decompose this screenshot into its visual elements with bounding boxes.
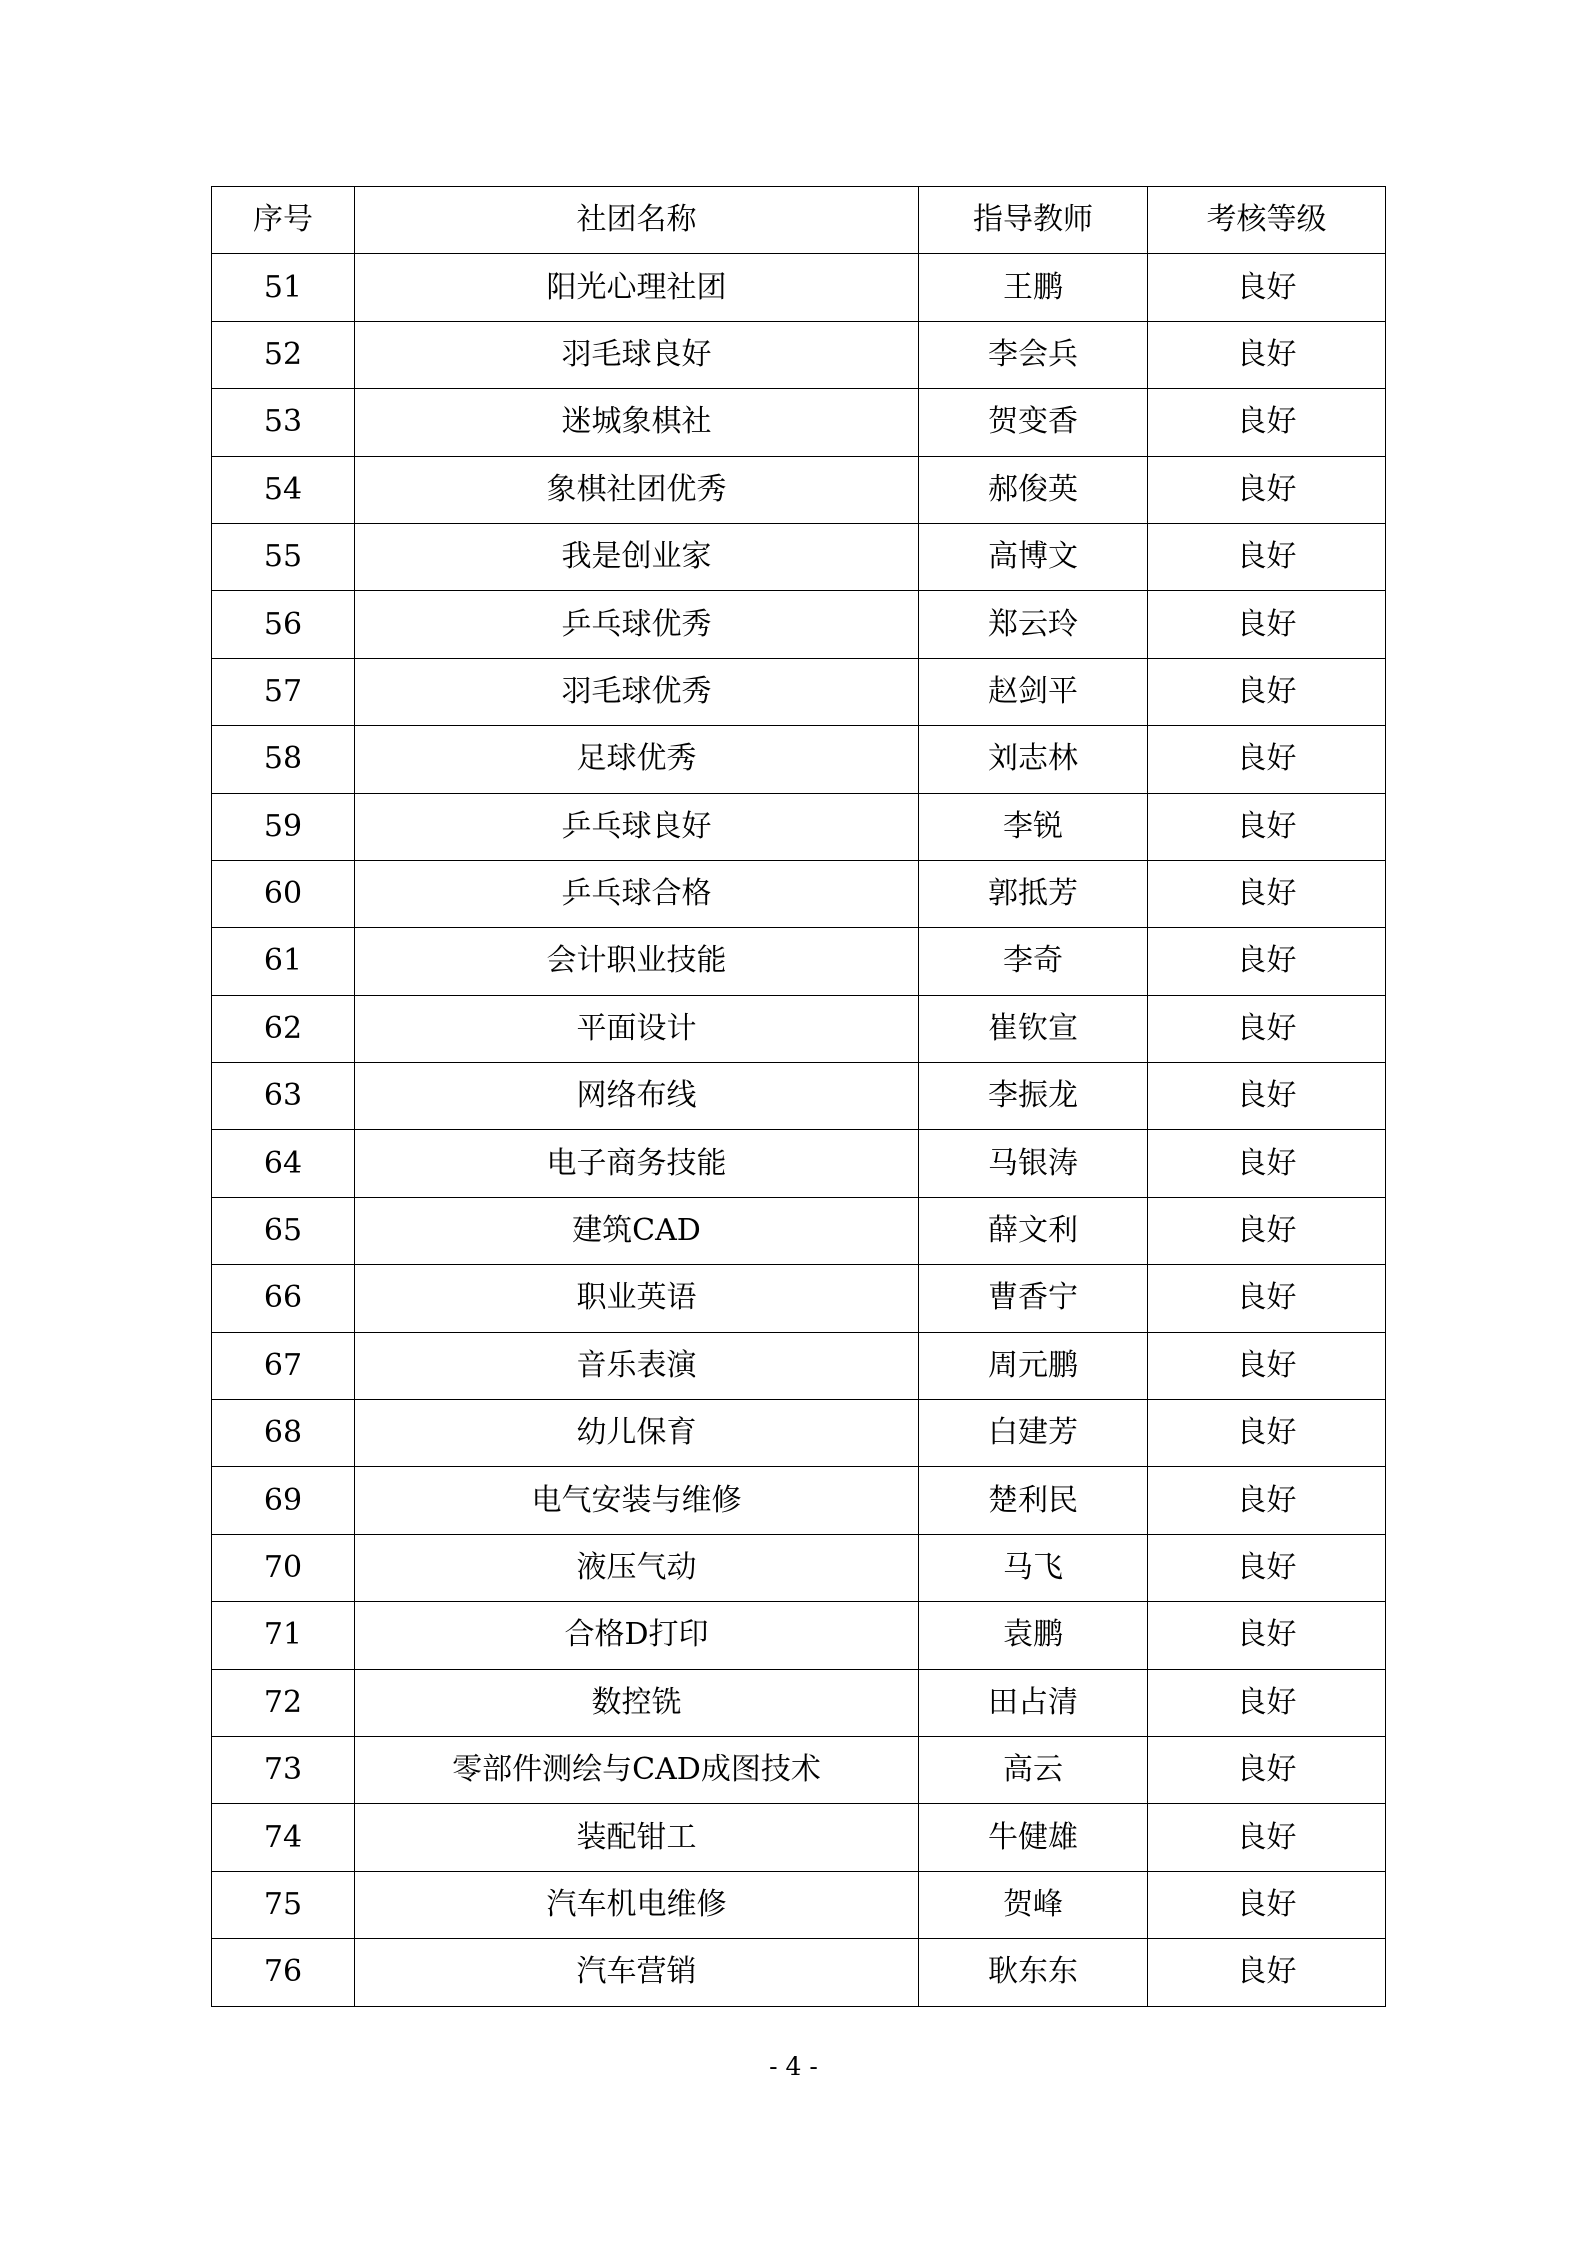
- cell-assessment-grade: 良好: [1148, 860, 1386, 927]
- cell-advisor: 薛文利: [919, 1197, 1148, 1264]
- cell-serial-number: 63: [212, 1063, 355, 1130]
- table-row: [212, 1804, 1386, 1871]
- cell-club-name: 职业英语: [355, 1265, 919, 1332]
- cell-serial-number: 72: [212, 1669, 355, 1736]
- club-assessment-table: [211, 186, 1386, 2007]
- cell-advisor: 贺峰: [919, 1871, 1148, 1938]
- table-row: [212, 1669, 1386, 1736]
- cell-club-name: 我是创业家: [355, 523, 919, 590]
- cell-assessment-grade: 良好: [1148, 1939, 1386, 2006]
- cell-assessment-grade: 良好: [1148, 726, 1386, 793]
- cell-advisor: 白建芳: [919, 1400, 1148, 1467]
- table-row: [212, 995, 1386, 1062]
- table-body: [212, 254, 1386, 2006]
- cell-club-name: 象棋社团优秀: [355, 456, 919, 523]
- cell-assessment-grade: 良好: [1148, 658, 1386, 725]
- cell-serial-number: 51: [212, 254, 355, 321]
- cell-assessment-grade: 良好: [1148, 1063, 1386, 1130]
- cell-advisor: 郭抵芳: [919, 860, 1148, 927]
- cell-club-name: 电气安装与维修: [355, 1467, 919, 1534]
- table-row: [212, 1130, 1386, 1197]
- table-row: [212, 1736, 1386, 1803]
- cell-club-name: 网络布线: [355, 1063, 919, 1130]
- cell-assessment-grade: 良好: [1148, 1332, 1386, 1399]
- cell-serial-number: 59: [212, 793, 355, 860]
- table-row: [212, 1871, 1386, 1938]
- cell-serial-number: 56: [212, 591, 355, 658]
- cell-assessment-grade: 良好: [1148, 1602, 1386, 1669]
- cell-assessment-grade: 良好: [1148, 1804, 1386, 1871]
- cell-serial-number: 76: [212, 1939, 355, 2006]
- cell-assessment-grade: 良好: [1148, 389, 1386, 456]
- cell-club-name: 数控铣: [355, 1669, 919, 1736]
- cell-advisor: 马飞: [919, 1534, 1148, 1601]
- cell-advisor: 郑云玲: [919, 591, 1148, 658]
- cell-serial-number: 75: [212, 1871, 355, 1938]
- table-row: [212, 591, 1386, 658]
- cell-serial-number: 52: [212, 321, 355, 388]
- cell-advisor: 贺变香: [919, 389, 1148, 456]
- cell-club-name: 合格D打印: [355, 1602, 919, 1669]
- cell-serial-number: 64: [212, 1130, 355, 1197]
- table-row: [212, 860, 1386, 927]
- cell-advisor: 周元鹏: [919, 1332, 1148, 1399]
- cell-club-name: 会计职业技能: [355, 928, 919, 995]
- table-row: [212, 389, 1386, 456]
- cell-assessment-grade: 良好: [1148, 321, 1386, 388]
- cell-advisor: 郝俊英: [919, 456, 1148, 523]
- table-row: [212, 1197, 1386, 1264]
- header-club-name: 社团名称: [355, 187, 919, 254]
- cell-club-name: 羽毛球优秀: [355, 658, 919, 725]
- cell-advisor: 袁鹏: [919, 1602, 1148, 1669]
- table-row: [212, 1467, 1386, 1534]
- cell-assessment-grade: 良好: [1148, 254, 1386, 321]
- cell-serial-number: 67: [212, 1332, 355, 1399]
- table-row: [212, 1602, 1386, 1669]
- cell-club-name: 幼儿保育: [355, 1400, 919, 1467]
- cell-club-name: 装配钳工: [355, 1804, 919, 1871]
- table-row: [212, 1939, 1386, 2006]
- cell-serial-number: 74: [212, 1804, 355, 1871]
- table-row: [212, 726, 1386, 793]
- table-header: [212, 187, 1386, 254]
- cell-advisor: 高云: [919, 1736, 1148, 1803]
- cell-assessment-grade: 良好: [1148, 1130, 1386, 1197]
- cell-serial-number: 71: [212, 1602, 355, 1669]
- cell-serial-number: 61: [212, 928, 355, 995]
- table-row: [212, 928, 1386, 995]
- table-row: [212, 1400, 1386, 1467]
- cell-assessment-grade: 良好: [1148, 591, 1386, 658]
- table-header-row: [212, 187, 1386, 254]
- cell-club-name: 液压气动: [355, 1534, 919, 1601]
- table-row: [212, 523, 1386, 590]
- cell-advisor: 楚利民: [919, 1467, 1148, 1534]
- cell-assessment-grade: 良好: [1148, 1534, 1386, 1601]
- cell-club-name: 乒乓球良好: [355, 793, 919, 860]
- cell-advisor: 耿东东: [919, 1939, 1148, 2006]
- table-row: [212, 1534, 1386, 1601]
- table-row: [212, 1265, 1386, 1332]
- cell-serial-number: 55: [212, 523, 355, 590]
- table-row: [212, 1332, 1386, 1399]
- cell-club-name: 音乐表演: [355, 1332, 919, 1399]
- cell-club-name: 乒乓球优秀: [355, 591, 919, 658]
- cell-assessment-grade: 良好: [1148, 1669, 1386, 1736]
- cell-advisor: 李振龙: [919, 1063, 1148, 1130]
- cell-assessment-grade: 良好: [1148, 523, 1386, 590]
- cell-assessment-grade: 良好: [1148, 1265, 1386, 1332]
- cell-club-name: 汽车机电维修: [355, 1871, 919, 1938]
- cell-serial-number: 62: [212, 995, 355, 1062]
- table-row: [212, 254, 1386, 321]
- cell-advisor: 马银涛: [919, 1130, 1148, 1197]
- header-serial-number: 序号: [212, 187, 355, 254]
- cell-club-name: 平面设计: [355, 995, 919, 1062]
- cell-advisor: 崔钦宣: [919, 995, 1148, 1062]
- cell-assessment-grade: 良好: [1148, 1467, 1386, 1534]
- cell-club-name: 阳光心理社团: [355, 254, 919, 321]
- cell-advisor: 赵剑平: [919, 658, 1148, 725]
- cell-club-name: 电子商务技能: [355, 1130, 919, 1197]
- cell-serial-number: 53: [212, 389, 355, 456]
- cell-club-name: 建筑CAD: [355, 1197, 919, 1264]
- cell-club-name: 零部件测绘与CAD成图技术: [355, 1736, 919, 1803]
- cell-advisor: 王鹏: [919, 254, 1148, 321]
- cell-advisor: 李会兵: [919, 321, 1148, 388]
- table-row: [212, 321, 1386, 388]
- cell-advisor: 李锐: [919, 793, 1148, 860]
- page-number: - 4 -: [769, 2052, 818, 2081]
- cell-advisor: 高博文: [919, 523, 1148, 590]
- cell-serial-number: 60: [212, 860, 355, 927]
- cell-club-name: 足球优秀: [355, 726, 919, 793]
- cell-serial-number: 69: [212, 1467, 355, 1534]
- cell-club-name: 羽毛球良好: [355, 321, 919, 388]
- cell-advisor: 李奇: [919, 928, 1148, 995]
- cell-club-name: 迷城象棋社: [355, 389, 919, 456]
- cell-serial-number: 68: [212, 1400, 355, 1467]
- header-advisor: 指导教师: [919, 187, 1148, 254]
- cell-advisor: 曹香宁: [919, 1265, 1148, 1332]
- cell-serial-number: 65: [212, 1197, 355, 1264]
- cell-assessment-grade: 良好: [1148, 456, 1386, 523]
- cell-serial-number: 66: [212, 1265, 355, 1332]
- cell-serial-number: 73: [212, 1736, 355, 1803]
- table-row: [212, 1063, 1386, 1130]
- cell-advisor: 牛健雄: [919, 1804, 1148, 1871]
- header-assessment-grade: 考核等级: [1148, 187, 1386, 254]
- cell-serial-number: 70: [212, 1534, 355, 1601]
- cell-club-name: 乒乓球合格: [355, 860, 919, 927]
- cell-club-name: 汽车营销: [355, 1939, 919, 2006]
- cell-serial-number: 58: [212, 726, 355, 793]
- cell-assessment-grade: 良好: [1148, 995, 1386, 1062]
- cell-advisor: 刘志林: [919, 726, 1148, 793]
- cell-serial-number: 54: [212, 456, 355, 523]
- table-row: [212, 658, 1386, 725]
- cell-assessment-grade: 良好: [1148, 1736, 1386, 1803]
- table-row: [212, 456, 1386, 523]
- cell-advisor: 田占清: [919, 1669, 1148, 1736]
- cell-assessment-grade: 良好: [1148, 1871, 1386, 1938]
- cell-assessment-grade: 良好: [1148, 928, 1386, 995]
- cell-serial-number: 57: [212, 658, 355, 725]
- table-row: [212, 793, 1386, 860]
- cell-assessment-grade: 良好: [1148, 1197, 1386, 1264]
- cell-assessment-grade: 良好: [1148, 1400, 1386, 1467]
- cell-assessment-grade: 良好: [1148, 793, 1386, 860]
